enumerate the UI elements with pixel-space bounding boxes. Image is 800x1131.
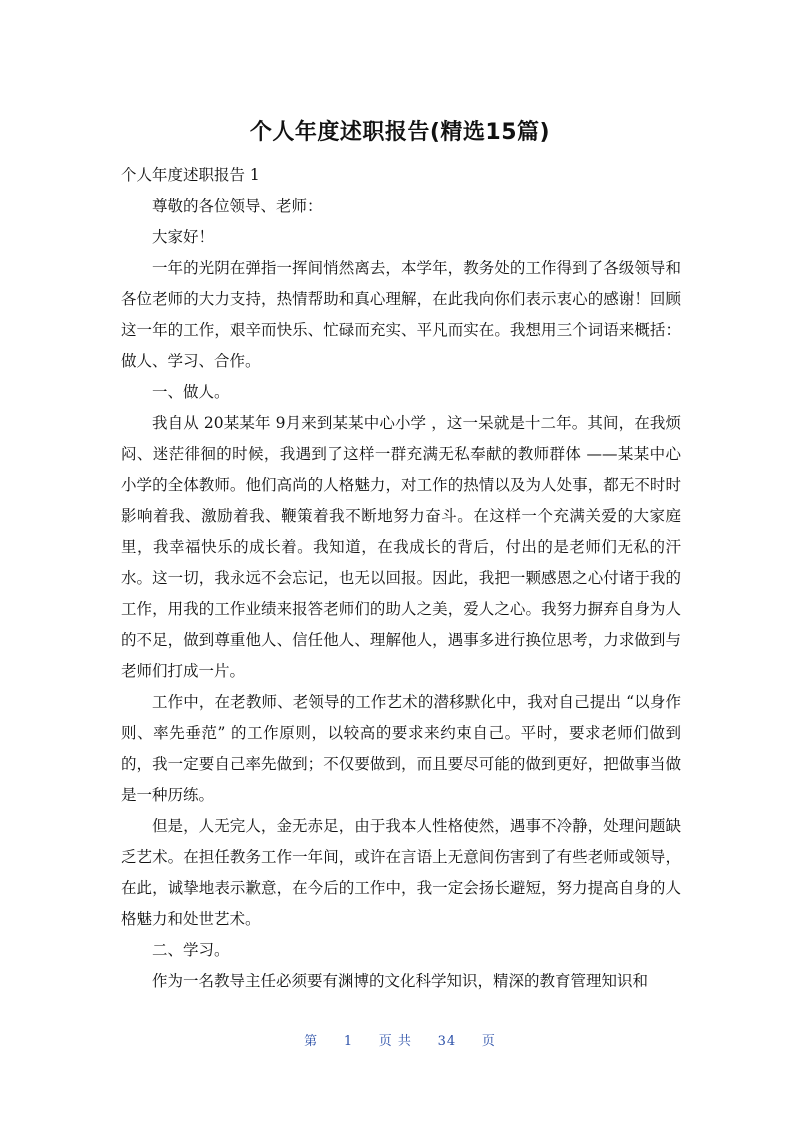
footer-suffix: 页 <box>481 1034 496 1049</box>
paragraph-learning: 作为一名教导主任必须要有渊博的文化科学知识，精深的教育管理知识和 <box>152 972 649 990</box>
page-footer <box>0 1030 800 1049</box>
footer-total-pages: 34 <box>437 1034 457 1049</box>
document-body <box>121 160 681 997</box>
heading-conduct: 一、做人。 <box>152 383 230 401</box>
footer-mid: 页 共 <box>378 1034 412 1049</box>
footer-page-number: 1 <box>343 1034 354 1049</box>
document-title: 个人年度述职报告(精选15篇) <box>249 120 551 145</box>
paragraph-salutation: 尊敬的各位领导、老师： <box>152 197 323 215</box>
paragraph-self-reflection: 但是，人无完人，金无赤足，由于我本人性格使然，遇事不冷静，处理问题缺乏艺术。在担任教务工作一年间，或许在言语上无意间伤害到了有些老师或领导，在此，诚挚地表示歉意，在今后的工作中，我一定会扬长避短，努力提高自身的人格魅力和处世艺术。 <box>121 817 681 928</box>
footer-prefix: 第 <box>304 1034 319 1049</box>
section-heading: 个人年度述职报告 1 <box>121 166 260 184</box>
paragraph-work-principle: 工作中，在老教师、老领导的工作艺术的潜移默化中，我对自己提出 “以身作则、率先垂范” 的工作原则，以较高的要求来约束自己。平时，要求老师们做到的，我一定要自己率先做到；不仅要做到，而且要尽可能的做到更好，把做事当做是一种历练。 <box>121 693 681 804</box>
paragraph-intro: 一年的光阴在弹指一挥间悄然离去，本学年，教务处的工作得到了各级领导和各位老师的大力支持，热情帮助和真心理解，在此我向你们表示衷心的感谢！回顾这一年的工作，艰辛而快乐、忙碌而充实、平凡而实在。我想用三个词语来概括：做人、学习、合作。 <box>121 259 681 370</box>
paragraph-greeting: 大家好！ <box>152 228 215 246</box>
heading-learning: 二、学习。 <box>152 941 230 959</box>
paragraph-conduct: 我自从 20某某年 9月来到某某中心小学 ，这一呆就是十二年。其间，在我烦闷、迷茫徘徊的时候，我遇到了这样一群充满无私奉献的教师群体 ——某某中心小学的全体教师。他们高尚的人格魅力，对工作的热情以及为人处事，都无不时时影响着我、激励着我、鞭策着我不断地努力奋斗。在这样一个充满关爱的大家庭里，我幸福快乐的成长着。我知道，在我成长的背后，付出的是老师们无私的汗水。这一切，我永远不会忘记，也无以回报。因此，我把一颗感恩之心付诸于我的工作，用我的工作业绩来报答老师们的助人之美，爱人之心。我努力摒弃自身为人的不足，做到尊重他人、信任他人、理解他人，遇事多进行换位思考，力求做到与老师们打成一片。 <box>121 414 681 680</box>
